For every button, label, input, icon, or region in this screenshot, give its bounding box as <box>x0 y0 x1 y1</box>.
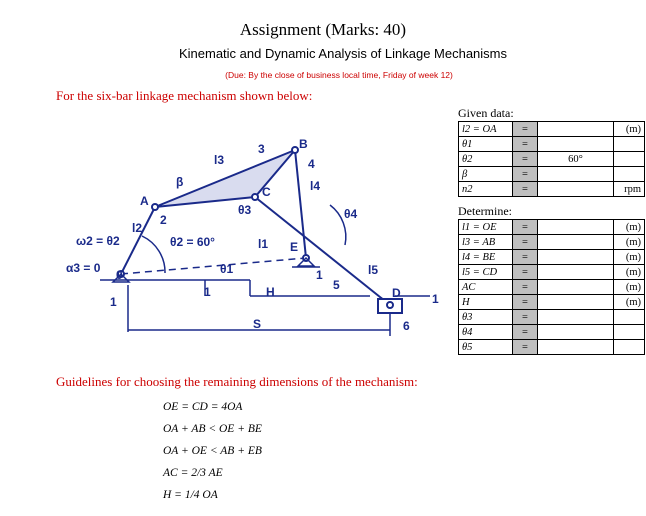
determine-label: Determine: <box>458 204 512 218</box>
given-row <box>459 152 645 167</box>
label-a: A <box>140 194 149 208</box>
label-ground-o: 1 <box>204 285 211 299</box>
determine-cell-sym: θ3 <box>459 310 513 325</box>
label-l3: l3 <box>214 153 225 167</box>
label-link3: 3 <box>258 142 265 156</box>
determine-cell-sym: θ4 <box>459 325 513 340</box>
determine-cell-eq: = <box>513 295 538 310</box>
given-row <box>459 182 645 197</box>
link-cd <box>255 197 390 305</box>
guideline-formula: OA + AB < OE + BE <box>163 423 262 435</box>
label-c: C <box>262 185 271 199</box>
given-row <box>459 167 645 182</box>
determine-cell-eq: = <box>513 250 538 265</box>
line-oe <box>121 258 306 274</box>
label-theta4: θ4 <box>344 207 358 221</box>
label-theta3: θ3 <box>238 203 252 217</box>
given-cell-eq: = <box>513 122 538 137</box>
label-theta2: θ2 = 60° <box>170 235 215 249</box>
given-cell-eq: = <box>513 152 538 167</box>
determine-row <box>459 325 645 340</box>
label-ground-d: 1 <box>432 292 439 306</box>
determine-cell-unit: (m) <box>614 295 645 310</box>
guidelines-title: Guidelines for choosing the remaining dimensions of the mechanism: <box>56 374 418 389</box>
given-cell-unit <box>614 167 645 182</box>
label-link5: 5 <box>333 278 340 292</box>
determine-cell-val <box>538 295 614 310</box>
label-beta: β <box>176 175 184 189</box>
determine-row <box>459 235 645 250</box>
label-link6: 6 <box>403 319 410 333</box>
determine-cell-val <box>538 265 614 280</box>
determine-cell-eq: = <box>513 325 538 340</box>
determine-cell-val <box>538 250 614 265</box>
determine-cell-sym: AC <box>459 280 513 295</box>
determine-cell-sym: l5 = CD <box>459 265 513 280</box>
label-o: 0 <box>116 268 123 282</box>
guideline-formula: AC = 2/3 AE <box>163 467 223 479</box>
determine-cell-eq: = <box>513 265 538 280</box>
label-l4: l4 <box>310 179 321 193</box>
linkage-mechanism-diagram <box>60 133 450 348</box>
page-subtitle: Kinematic and Dynamic Analysis of Linkage Mechanisms <box>178 46 508 61</box>
determine-cell-eq: = <box>513 310 538 325</box>
determine-cell-sym: l4 = BE <box>459 250 513 265</box>
determine-cell-unit: (m) <box>614 265 645 280</box>
label-l2: l2 <box>132 221 143 235</box>
given-row <box>459 122 645 137</box>
determine-cell-unit: (m) <box>614 250 645 265</box>
given-cell-unit <box>614 137 645 152</box>
given-cell-sym: β <box>459 167 513 182</box>
label-link4: 4 <box>308 157 315 171</box>
determine-row <box>459 220 645 235</box>
label-ground1: 1 <box>110 295 117 309</box>
page-title: Assignment (Marks: 40) <box>239 20 407 39</box>
determine-cell-unit <box>614 310 645 325</box>
determine-row <box>459 265 645 280</box>
label-s: S <box>253 317 262 331</box>
determine-table <box>458 219 645 355</box>
determine-cell-eq: = <box>513 340 538 355</box>
determine-cell-unit: (m) <box>614 235 645 250</box>
determine-cell-val <box>538 325 614 340</box>
given-cell-sym: θ2 <box>459 152 513 167</box>
given-cell-eq: = <box>513 167 538 182</box>
label-b: B <box>299 137 308 151</box>
label-theta1: θ1 <box>220 262 234 276</box>
given-cell-unit: rpm <box>614 182 645 197</box>
label-d: D <box>392 286 401 300</box>
determine-row <box>459 250 645 265</box>
given-cell-val: 60° <box>538 152 614 167</box>
due-date-note: (Due: By the close of business local time, Friday of week 12) <box>225 70 453 80</box>
determine-row <box>459 280 645 295</box>
guideline-formula: H = 1/4 OA <box>163 489 218 501</box>
given-cell-sym: θ1 <box>459 137 513 152</box>
label-ground-e: 1 <box>316 268 323 282</box>
given-cell-unit <box>614 152 645 167</box>
determine-cell-val <box>538 220 614 235</box>
determine-cell-val <box>538 340 614 355</box>
given-data-table <box>458 121 645 197</box>
given-cell-val <box>538 122 614 137</box>
label-alpha: α3 = 0 <box>66 261 101 275</box>
determine-row <box>459 340 645 355</box>
determine-cell-sym: H <box>459 295 513 310</box>
determine-cell-unit: (m) <box>614 220 645 235</box>
given-cell-eq: = <box>513 182 538 197</box>
determine-cell-eq: = <box>513 235 538 250</box>
label-h: H <box>266 285 275 299</box>
determine-cell-unit: (m) <box>614 280 645 295</box>
determine-cell-unit <box>614 325 645 340</box>
determine-row <box>459 310 645 325</box>
label-l5: l5 <box>368 263 379 277</box>
determine-cell-val <box>538 235 614 250</box>
determine-cell-eq: = <box>513 220 538 235</box>
label-link2: 2 <box>160 213 167 227</box>
determine-cell-unit <box>614 340 645 355</box>
label-l1: l1 <box>258 237 269 251</box>
given-cell-val <box>538 182 614 197</box>
given-cell-sym: l2 = OA <box>459 122 513 137</box>
label-e: E <box>290 240 299 254</box>
intro-text: For the six-bar linkage mechanism shown below: <box>56 88 313 103</box>
determine-cell-sym: l3 = AB <box>459 235 513 250</box>
guideline-formula: OA + OE < AB + EB <box>163 445 262 457</box>
guideline-formula: OE = CD = 4OA <box>163 401 243 413</box>
determine-cell-val <box>538 310 614 325</box>
label-omega: ω2 = θ2 <box>76 234 120 248</box>
given-cell-unit: (m) <box>614 122 645 137</box>
determine-cell-val <box>538 280 614 295</box>
given-row <box>459 137 645 152</box>
given-cell-val <box>538 167 614 182</box>
determine-cell-eq: = <box>513 280 538 295</box>
given-data-label: Given data: <box>458 106 514 120</box>
given-cell-sym: n2 <box>459 182 513 197</box>
given-cell-eq: = <box>513 137 538 152</box>
determine-cell-sym: θ5 <box>459 340 513 355</box>
determine-cell-sym: l1 = OE <box>459 220 513 235</box>
given-cell-val <box>538 137 614 152</box>
determine-row <box>459 295 645 310</box>
